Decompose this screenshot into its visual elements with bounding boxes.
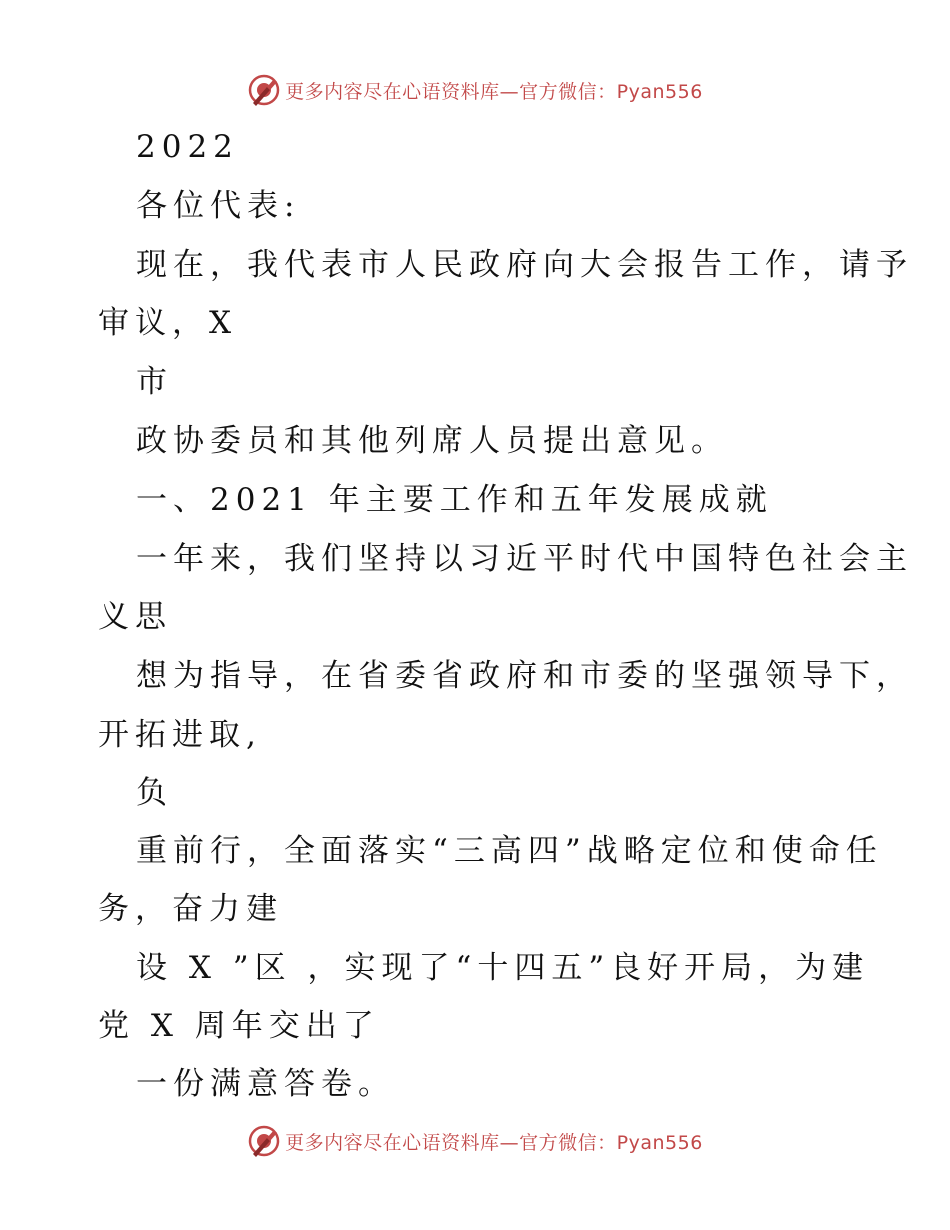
document-line: 一年来，我们坚持以习近平时代中国特色社会主 <box>136 541 913 577</box>
section-heading: 一、2021 年主要工作和五年发展成就 <box>136 482 773 518</box>
document-line: 负 <box>136 775 173 811</box>
document-line: 义思 <box>98 599 172 635</box>
pen-seal-icon <box>247 1124 281 1158</box>
document-line: 开拓进取, <box>98 717 262 753</box>
document-line: 2022 <box>136 129 239 165</box>
document-line: 务，奋力建 <box>98 891 283 927</box>
document-line: 审议，X <box>98 305 238 341</box>
document-line: 各位代表: <box>136 188 301 224</box>
document-line: 设 X ”区 ，实现了“十四五”良好开局，为建 <box>136 950 870 986</box>
document-line: 现在，我代表市人民政府向大会报告工作，请予 <box>136 247 913 283</box>
watermark-text: 更多内容尽在心语资料库—官方微信：Pyan556 <box>285 80 703 103</box>
header-watermark <box>0 70 950 110</box>
document-line: 想为指导，在省委省政府和市委的坚强领导下， <box>136 658 913 694</box>
document-line: 重前行，全面落实“三高四”战略定位和使命任 <box>136 833 883 869</box>
footer-watermark <box>0 1121 950 1161</box>
pen-seal-icon <box>247 73 281 107</box>
document-line: 市 <box>136 364 173 400</box>
document-line: 一份满意答卷。 <box>136 1066 395 1102</box>
document-line: 党 X 周年交出了 <box>98 1008 380 1044</box>
watermark-text: 更多内容尽在心语资料库—官方微信：Pyan556 <box>285 1131 703 1154</box>
document-line: 政协委员和其他列席人员提出意见。 <box>136 423 728 459</box>
